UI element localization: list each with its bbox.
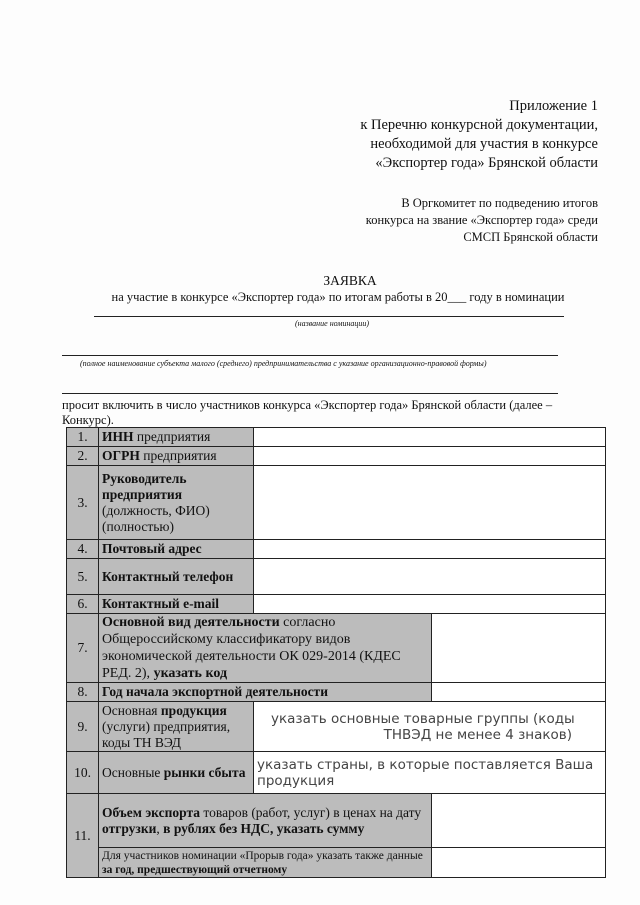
products-hint-line2: ТНВЭД не менее 4 знаков) [383, 726, 572, 743]
row-number: 2. [67, 447, 99, 466]
appendix-line: необходимой для участия в конкурсе [370, 136, 598, 152]
row-label: Объем экспорта товаров (работ, услуг) в ценах на дату отгрузки, в рублях без НДС, указать сумму [99, 794, 432, 848]
okved-code-field[interactable] [432, 614, 606, 683]
export-start-year-field[interactable] [432, 683, 606, 702]
export-volume-field[interactable] [432, 794, 606, 848]
request-text-line1: просит включить в число участников конкурса «Экспортер года» Брянской области (далее – [62, 398, 553, 412]
addressee-line: В Оргкомитет по подведению итогов [401, 196, 598, 210]
row-sublabel: Для участников номинации «Прорыв года» указать также данные за год, предшествующий отчетному [99, 848, 432, 878]
row-label: Контактный телефон [99, 559, 254, 595]
row-label: Почтовый адрес [99, 540, 254, 559]
row-label: Руководитель предприятия (должность, ФИО) (полностью) [99, 466, 254, 540]
table-row [67, 540, 606, 559]
form-title: ЗАЯВКА [323, 273, 377, 288]
table-row [67, 595, 606, 614]
row-number: 9. [67, 702, 99, 752]
products-field[interactable] [254, 702, 606, 752]
markets-field[interactable]: указать страны, в которые поставляется Ваша продукция [254, 752, 606, 794]
row-label: Контактный e-mail [99, 595, 254, 614]
row-number: 1. [67, 428, 99, 447]
row-number: 3. [67, 466, 99, 540]
email-field[interactable] [254, 595, 606, 614]
row-label: ИНН предприятия [99, 428, 254, 447]
table-row [67, 614, 606, 683]
row-number: 10. [67, 752, 99, 794]
row-number: 11. [67, 794, 99, 878]
table-row [67, 447, 606, 466]
products-hint-line1: указать основные товарные группы (коды [271, 710, 575, 727]
appendix-line: к Перечню конкурсной документации, [360, 117, 598, 133]
previous-year-volume-field[interactable] [432, 848, 606, 878]
table-row [67, 848, 606, 878]
row-label: Основная продукция (услуги) предприятия, коды ТН ВЭД [99, 702, 254, 752]
row-label: Год начала экспортной деятельности [99, 683, 432, 702]
table-row [67, 794, 606, 848]
row-label: Основной вид деятельности согласно Общероссийскому классификатору видов экономической деятельности ОК 029-2014 (КДЕС РЕД. 2), указать код [99, 614, 432, 683]
table-row [67, 466, 606, 540]
row-number: 7. [67, 614, 99, 683]
inn-field[interactable] [254, 428, 606, 447]
form-subtitle: на участие в конкурсе «Экспортер года» по итогам работы в 20___ году в номинации [111, 290, 565, 304]
entity-underline [62, 355, 558, 356]
addressee-line: конкурса на звание «Экспортер года» среди [365, 213, 598, 227]
row-number: 6. [67, 595, 99, 614]
appendix-line: Приложение 1 [509, 98, 598, 114]
row-number: 5. [67, 559, 99, 595]
table-row [67, 559, 606, 595]
entity-caption: (полное наименование субъекта малого (среднего) предпринимательства с указание организационно-правовой формы) [80, 359, 487, 368]
table-row [67, 702, 606, 752]
row-number: 8. [67, 683, 99, 702]
entity-underline-2 [62, 393, 558, 394]
nomination-caption: (название номинации) [295, 319, 370, 328]
row-number: 4. [67, 540, 99, 559]
table-row [67, 752, 606, 794]
row-label: Основные рынки сбыта [99, 752, 254, 794]
appendix-line: «Экспортер года» Брянской области [375, 155, 598, 171]
table-row [67, 428, 606, 447]
request-text-line2: Конкурс). [62, 413, 114, 427]
phone-field[interactable] [254, 559, 606, 595]
table-row [67, 683, 606, 702]
nomination-underline [94, 316, 564, 317]
addressee-line: СМСП Брянской области [463, 230, 598, 244]
application-table [66, 427, 606, 878]
postal-address-field[interactable] [254, 540, 606, 559]
row-label: ОГРН предприятия [99, 447, 254, 466]
ogrn-field[interactable] [254, 447, 606, 466]
director-field[interactable] [254, 466, 606, 540]
